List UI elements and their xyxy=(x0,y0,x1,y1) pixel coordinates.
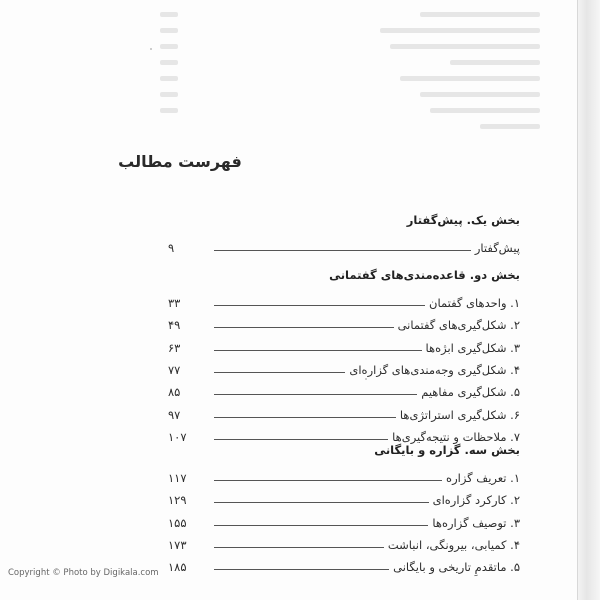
toc-leader-line xyxy=(214,502,429,503)
toc-page-number: ۳۳ xyxy=(168,296,181,310)
page-edge-shadow xyxy=(577,0,600,600)
toc-leader-line xyxy=(214,350,422,351)
toc-entry-label: ۲. شکل‌گیری‌های گفتمانی xyxy=(397,318,520,333)
toc-page-number: ۹ xyxy=(168,241,175,255)
toc-leader-line xyxy=(214,417,396,418)
toc-entry[interactable] xyxy=(168,536,520,552)
copyright-watermark: Copyright © Photo by Digikala.com xyxy=(8,568,159,578)
toc-page-number: ۶۳ xyxy=(168,340,181,355)
toc-entry[interactable] xyxy=(168,361,520,377)
toc-page-number: ۱۰۷ xyxy=(168,429,187,444)
toc-title: فهرست مطالب xyxy=(118,152,242,171)
toc-page-number: ۱۷۳ xyxy=(168,537,187,552)
toc-leader-line xyxy=(214,525,428,526)
toc-leader-line xyxy=(214,327,394,328)
toc-entry[interactable] xyxy=(168,491,520,507)
toc-leader-line xyxy=(214,569,389,570)
toc-page-number: ۱۱۷ xyxy=(168,471,187,485)
toc-entry[interactable] xyxy=(168,294,520,310)
toc-entry-label: ۷. ملاحظات و نتیجه‌گیری‌ها xyxy=(392,429,520,444)
toc-leader-line xyxy=(214,250,471,251)
toc-entry[interactable] xyxy=(168,383,520,399)
toc-leader-line xyxy=(214,372,345,373)
toc-entry-label: ۴. شکل‌گیری وجه‌مندی‌های گزاره‌ای xyxy=(349,362,520,377)
toc-entry-label: ۱. تعریف گزاره xyxy=(446,471,520,485)
toc-page-number: ۴۹ xyxy=(168,318,181,333)
toc-leader-line xyxy=(214,547,384,548)
toc-leader-line xyxy=(214,480,442,481)
section-title: بخش یک. پیش‌گفتار xyxy=(406,213,520,227)
toc-entry[interactable] xyxy=(168,469,520,485)
toc-entry[interactable] xyxy=(168,316,520,332)
toc-leader-line xyxy=(214,305,425,306)
toc-page-number: ۱۵۵ xyxy=(168,515,187,530)
section-title: بخش دو. قاعده‌مندی‌های گفتمانی xyxy=(329,268,520,282)
toc-entry-label: ۳. توصیف گزاره‌ها xyxy=(432,515,520,530)
section-title: بخش سه. گزاره و بایگانی xyxy=(374,443,520,457)
toc-entry-label: پیش‌گفتار xyxy=(474,241,520,255)
toc-entry-label: ۵. ماتقدمِ تاریخی و بایگانی xyxy=(393,560,520,575)
toc-entry[interactable] xyxy=(168,339,520,355)
toc-entry-label: ۱. واحدهای گفتمان xyxy=(429,296,520,310)
toc-entry[interactable] xyxy=(168,428,520,444)
toc-leader-line xyxy=(214,394,417,395)
toc-entry[interactable] xyxy=(168,558,520,574)
reverse-page-bleed-through xyxy=(160,8,540,136)
toc-entry-label: ۳. شکل‌گیری ابژه‌ها xyxy=(425,340,520,355)
toc-entry-label: ۲. کارکرد گزاره‌ای xyxy=(432,493,520,508)
toc-entry-label: ۴. کمیابی، بیرونگی، انباشت xyxy=(387,537,520,552)
toc-page-number: ۱۸۵ xyxy=(168,560,187,575)
toc-entry[interactable] xyxy=(168,406,520,422)
toc-page-number: ۸۵ xyxy=(168,385,181,400)
toc-page-number: ۷۷ xyxy=(168,362,181,377)
toc-leader-line xyxy=(214,439,388,440)
toc-entry[interactable] xyxy=(168,239,520,255)
toc-page-number: ۹۷ xyxy=(168,407,181,422)
toc-entry-label: ۵. شکل‌گیری مفاهیم xyxy=(421,385,520,400)
toc-entry[interactable] xyxy=(168,514,520,530)
toc-page-number: ۱۲۹ xyxy=(168,493,187,508)
toc-entry-label: ۶. شکل‌گیری استراتژی‌ها xyxy=(399,407,520,422)
